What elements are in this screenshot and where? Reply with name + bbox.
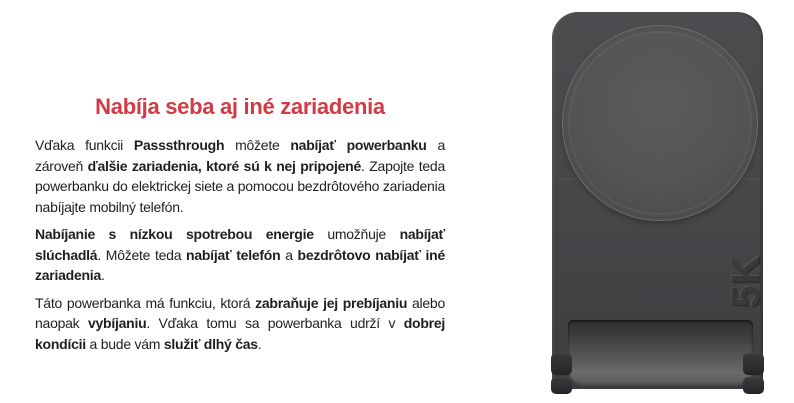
text-segment-bold: služiť dlhý čas: [163, 335, 258, 352]
text-segment: .: [257, 335, 262, 352]
description-column: [35, 94, 445, 361]
description-paragraphs: [35, 135, 445, 354]
description-paragraph: [35, 293, 445, 355]
text-segment: . Vďaka tomu sa powerbanka udrží v: [146, 315, 404, 331]
hinge-bump: [743, 353, 764, 375]
text-segment: umožňuje: [313, 226, 400, 242]
text-segment-bold: ďalšie zariadenia, ktoré sú k nej pripojené: [87, 157, 362, 174]
hinge-bump: [743, 377, 764, 394]
section-heading: Nabíja seba aj iné zariadenia: [95, 94, 385, 119]
text-segment: Táto powerbanka má funkciu, ktorá: [35, 294, 256, 311]
hinge-bump: [551, 377, 572, 394]
text-segment-bold: Passsthrough: [133, 137, 225, 153]
capacity-badge: 5K: [723, 254, 768, 308]
text-segment: môžete: [224, 137, 291, 153]
product-image: [552, 12, 768, 389]
text-segment: . Môžete teda: [97, 246, 187, 263]
text-segment: . Zapojte teda powerbanku do elektrickej siete a pomocou bezdrôtového zariadenia nabíjajte mobilný telefón.: [35, 157, 446, 215]
text-segment: a: [280, 246, 298, 263]
text-segment-bold: bezdrôtovo nabíjať iné zariadenia: [35, 246, 445, 283]
text-segment-bold: nabíjať slúchadlá: [35, 226, 445, 263]
hinge-bump: [551, 353, 572, 375]
text-segment-bold: nabíjať telefón: [186, 246, 281, 263]
text-segment-bold: Nabíjanie s nízkou spotrebou energie: [35, 226, 314, 242]
description-paragraph: [35, 224, 445, 286]
wireless-charging-pad: [562, 25, 758, 221]
text-segment-bold: vybíjaniu: [87, 315, 147, 331]
text-segment: Vďaka funkcii: [35, 137, 134, 153]
text-segment: alebo naopak: [35, 294, 445, 331]
text-segment-bold: dobrej kondícii: [35, 315, 445, 352]
text-segment: .: [100, 267, 105, 283]
kickstand-bar: [568, 320, 753, 386]
text-segment: a bude vám: [85, 335, 164, 352]
text-segment-bold: zabraňuje jej prebíjaniu: [255, 294, 408, 311]
description-paragraph: [35, 135, 445, 217]
text-segment: a zároveň: [35, 137, 445, 174]
text-segment-bold: nabíjať powerbanku: [290, 137, 427, 153]
